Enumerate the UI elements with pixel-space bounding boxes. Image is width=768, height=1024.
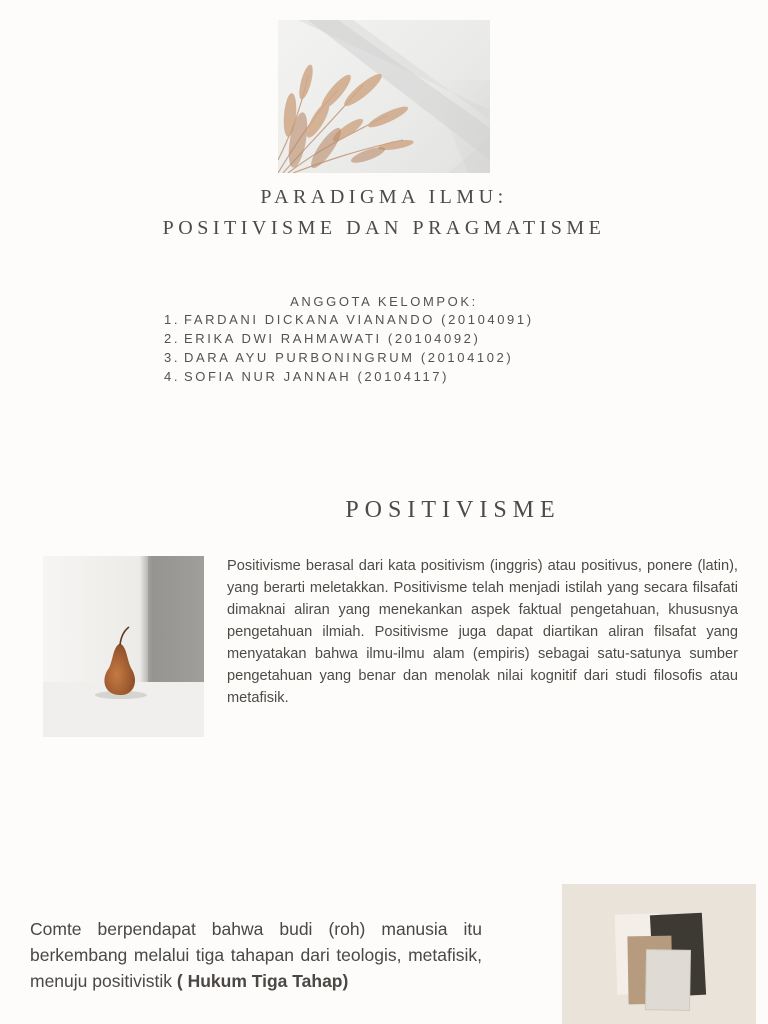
pear-photo <box>43 556 204 737</box>
pampas-grass-photo <box>278 20 490 173</box>
positivism-paragraph: Positivisme berasal dari kata positivism (inggris) atau positivus, ponere (latin), yang berarti meletakkan. Positivisme telah menjadi istilah yang secara filsafati dimaknai aliran yang menekankan aspek faktual pengetahuan, khususnya pengetahuan ilmiah. Positivisme juga dapat diartikan aliran filsafat yang menyatakan bahwa ilmu-ilmu alam (empiris) sebagai satu-satunya sumber pengetahuan yang benar dan menolak nilai kognitif dari studi filosofis atau metafisik. <box>227 558 738 706</box>
member-item <box>164 329 768 348</box>
member-number: 3. <box>164 350 181 365</box>
pear-illustration <box>43 556 204 737</box>
member-name: SOFIA NUR JANNAH (20104117) <box>184 369 450 384</box>
group-members <box>0 294 768 386</box>
members-heading: ANGGOTA KELOMPOK: <box>290 294 478 309</box>
fabric-swatches-photo <box>562 884 756 1024</box>
member-item <box>164 367 768 386</box>
page-title-line-1: PARADIGMA ILMU: <box>260 186 508 208</box>
member-item <box>164 348 768 367</box>
page-title-line-2: POSITIVISME DAN PRAGMATISME <box>162 217 606 239</box>
member-number: 2. <box>164 331 181 346</box>
member-number: 4. <box>164 369 181 384</box>
member-name: FARDANI DICKANA VIANANDO (20104091) <box>184 312 534 327</box>
pampas-grass-illustration <box>278 20 490 173</box>
comte-emphasis: ( Hukum Tiga Tahap) <box>176 971 349 991</box>
section-title: POSITIVISME <box>345 497 561 523</box>
fabric-swatches-illustration <box>562 884 756 1024</box>
members-list <box>164 310 768 386</box>
member-name: DARA AYU PURBONINGRUM (20104102) <box>184 350 514 365</box>
member-item <box>164 310 768 329</box>
comte-paragraph <box>30 916 482 994</box>
member-name: ERIKA DWI RAHMAWATI (20104092) <box>184 331 481 346</box>
member-number: 1. <box>164 312 181 327</box>
comte-text: Comte berpendapat bahwa budi (roh) manusia itu berkembang melalui tiga tahapan dari teologis, metafisik, menuju positivistik <box>30 919 482 991</box>
